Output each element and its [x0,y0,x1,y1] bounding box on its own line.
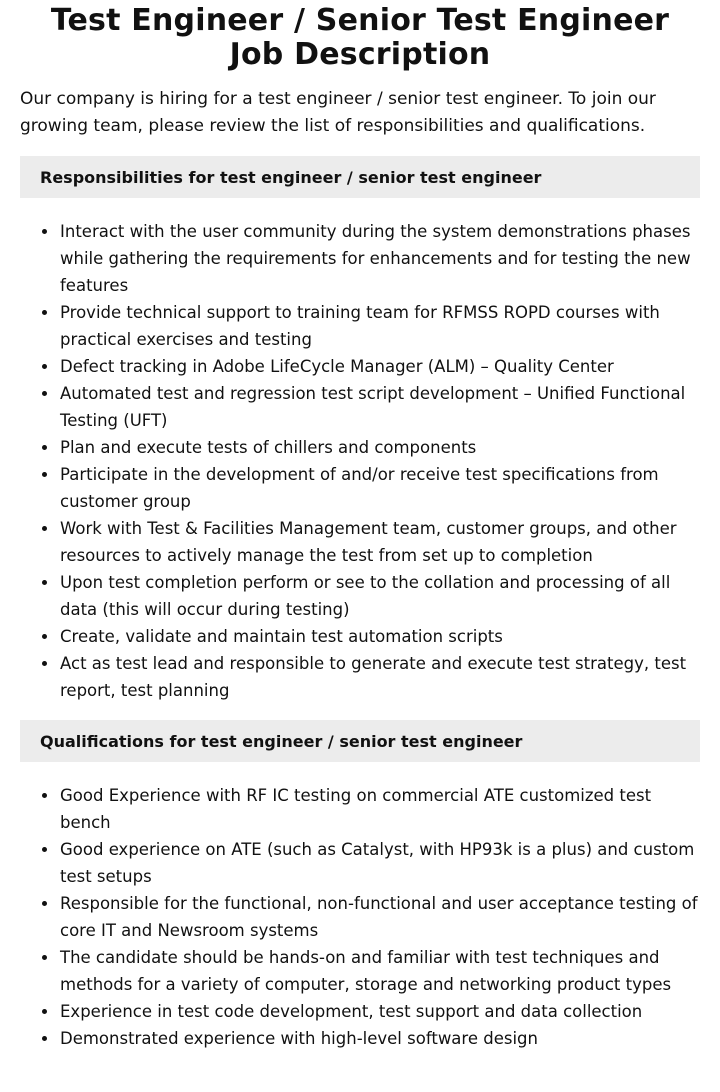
list-item: Automated test and regression test script development – Unified Functional Testing (UFT) [60,380,700,434]
list-item: Upon test completion perform or see to the collation and processing of all data (this will occur during testing) [60,569,700,623]
responsibilities-list [20,218,700,704]
list-item: Experience in test code development, test support and data collection [60,998,700,1025]
list-item: Defect tracking in Adobe LifeCycle Manager (ALM) – Quality Center [60,353,700,380]
list-item: Plan and execute tests of chillers and components [60,434,700,461]
list-item: Demonstrated experience with high-level software design [60,1025,700,1052]
list-item: Provide technical support to training team for RFMSS ROPD courses with practical exercises and testing [60,299,700,353]
list-item: Work with Test & Facilities Management team, customer groups, and other resources to actively manage the test from set up to completion [60,515,700,569]
list-item: Participate in the development of and/or receive test specifications from customer group [60,461,700,515]
page-title: Test Engineer / Senior Test Engineer Job Description [50,3,670,72]
list-item: Good Experience with RF IC testing on commercial ATE customized test bench [60,782,700,836]
intro-paragraph: Our company is hiring for a test engineer / senior test engineer. To join our growing team, please review the list of responsibilities and qualifications. [20,89,656,136]
list-item: The candidate should be hands-on and familiar with test techniques and methods for a variety of computer, storage and networking product types [60,944,700,998]
list-item: Interact with the user community during the system demonstrations phases while gathering the requirements for enhancements and for testing the new features [60,218,700,299]
list-item: Responsible for the functional, non-functional and user acceptance testing of core IT and Newsroom systems [60,890,700,944]
responsibilities-heading-text: Responsibilities for test engineer / senior test engineer [40,167,542,187]
list-item: Good experience on ATE (such as Catalyst, with HP93k is a plus) and custom test setups [60,836,700,890]
list-item: Act as test lead and responsible to generate and execute test strategy, test report, test planning [60,650,700,704]
list-item: Create, validate and maintain test automation scripts [60,623,700,650]
qualifications-heading-text: Qualifications for test engineer / senior test engineer [40,731,523,751]
qualifications-list [20,782,700,1052]
qualifications-heading [20,720,700,762]
responsibilities-heading [20,156,700,198]
